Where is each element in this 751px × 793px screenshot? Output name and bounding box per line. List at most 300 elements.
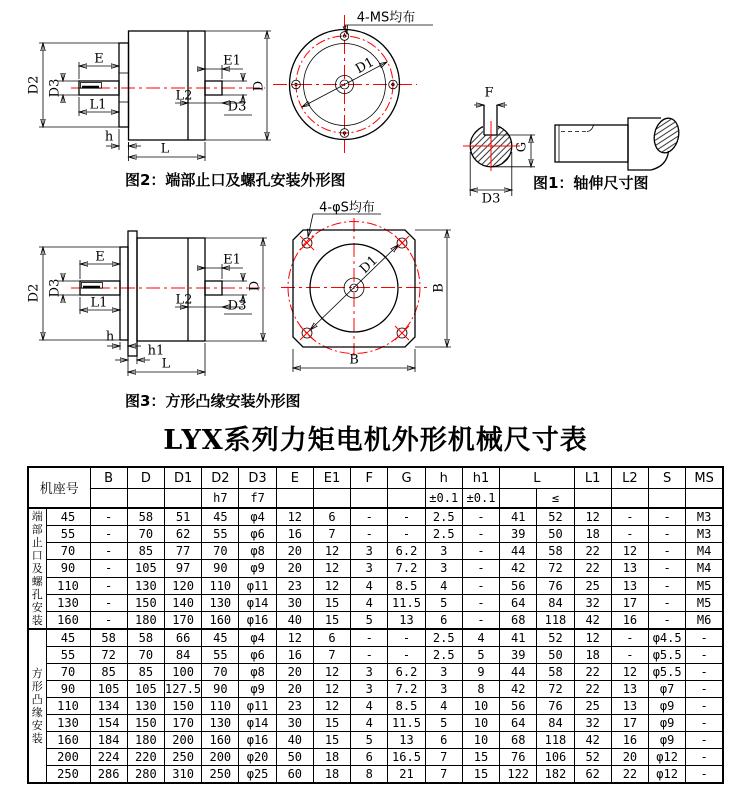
dimension-value-cell: - — [611, 629, 648, 647]
dimension-value-cell: 10 — [462, 732, 499, 749]
dimension-value-cell: 130 — [127, 577, 164, 594]
dimension-value-cell: - — [686, 732, 723, 749]
dimension-value-cell: - — [90, 594, 127, 611]
dimension-value-cell: 220 — [127, 749, 164, 766]
dimension-value-cell: φ20 — [239, 749, 276, 766]
dim-label-h: h — [105, 329, 115, 345]
dimension-value-cell: 20 — [276, 543, 313, 560]
dimension-value-cell: M5 — [686, 594, 723, 611]
dimension-value-cell: 9 — [462, 664, 499, 681]
dimension-value-cell: 130 — [127, 698, 164, 715]
shaft-side-view — [555, 116, 682, 170]
dimension-value-cell: 58 — [90, 629, 127, 647]
dimension-value-cell: φ14 — [239, 594, 276, 611]
frame-size-cell: 55 — [46, 647, 90, 664]
table-row — [28, 543, 723, 560]
dimension-value-cell: 105 — [127, 560, 164, 577]
dimension-value-cell: 15 — [313, 594, 350, 611]
dimension-value-cell: - — [90, 577, 127, 594]
dimension-value-cell: - — [611, 526, 648, 543]
dimension-value-cell: 11.5 — [388, 715, 425, 732]
col-header-D2: D2 — [202, 467, 239, 489]
dimension-value-cell: - — [388, 647, 425, 664]
dimension-value-cell: 20 — [276, 664, 313, 681]
dim-label-E: E — [95, 249, 105, 265]
dimension-value-cell: - — [686, 681, 723, 698]
dimension-value-cell: 3 — [351, 560, 388, 577]
dimension-value-cell: 6.2 — [388, 664, 425, 681]
dimension-value-cell: 56 — [500, 698, 537, 715]
dimension-value-cell: 4 — [351, 715, 388, 732]
dimension-value-cell: φ8 — [239, 543, 276, 560]
dimension-value-cell: 310 — [164, 766, 201, 784]
dimension-value-cell: 105 — [90, 681, 127, 698]
dimension-value-cell: 41 — [500, 629, 537, 647]
dimension-value-cell: 170 — [164, 715, 201, 732]
table-row — [28, 526, 723, 543]
dimension-value-cell: 41 — [500, 508, 537, 526]
col-header-L2: L2 — [611, 467, 648, 489]
dimension-value-cell: 180 — [127, 732, 164, 749]
dim-label-D1: D1 — [353, 54, 377, 78]
table-row — [28, 611, 723, 629]
dimension-value-cell: φ9 — [649, 698, 686, 715]
frame-size-cell: 45 — [46, 508, 90, 526]
page-title: LYX系列力矩电机外形机械尺寸表 — [163, 425, 588, 456]
dimension-value-cell: M4 — [686, 543, 723, 560]
dim-label-h: h — [104, 129, 114, 145]
sub-header-h7: h7 — [202, 489, 239, 509]
dimension-value-cell: 50 — [276, 749, 313, 766]
dimension-value-cell: 85 — [127, 664, 164, 681]
frame-size-cell: 200 — [46, 749, 90, 766]
motor-side-view — [39, 31, 271, 161]
dimension-value-cell: - — [90, 526, 127, 543]
dimension-value-cell: 58 — [537, 664, 574, 681]
dimension-value-cell: 12 — [313, 543, 350, 560]
dimension-value-cell: 12 — [313, 577, 350, 594]
frame-size-cell: 45 — [46, 629, 90, 647]
dimension-value-cell: 12 — [313, 681, 350, 698]
dimension-value-cell: 150 — [164, 698, 201, 715]
dimension-value-cell: 250 — [164, 749, 201, 766]
dim-label-D1: D1 — [357, 253, 381, 277]
sub-header — [351, 489, 388, 509]
dimension-value-cell: - — [462, 543, 499, 560]
round-end-face-view — [273, 15, 433, 153]
dimension-value-cell: 6 — [425, 611, 462, 629]
dimension-value-cell: - — [351, 526, 388, 543]
dimension-value-cell: 52 — [537, 629, 574, 647]
dimension-value-cell: 72 — [537, 560, 574, 577]
dimension-value-cell: 3 — [425, 681, 462, 698]
dimension-value-cell: 70 — [127, 526, 164, 543]
dimension-value-cell: - — [90, 611, 127, 629]
dimension-value-cell: 160 — [202, 611, 239, 629]
sub-header — [164, 489, 201, 509]
dimension-value-cell: - — [388, 526, 425, 543]
dimension-value-cell: 6 — [425, 732, 462, 749]
dimension-value-cell: 2.5 — [425, 508, 462, 526]
dimension-value-cell: 22 — [574, 543, 611, 560]
dimension-value-cell: 11.5 — [388, 594, 425, 611]
dimension-value-cell: 12 — [313, 664, 350, 681]
table-row — [28, 732, 723, 749]
dimension-value-cell: 70 — [202, 664, 239, 681]
dimension-value-cell: φ9 — [649, 732, 686, 749]
dimension-value-cell: 105 — [127, 681, 164, 698]
table-row — [28, 629, 723, 647]
mounting-group-label: 端部止口及螺孔安装 — [28, 508, 46, 629]
dimension-value-cell: 3 — [351, 681, 388, 698]
dimension-value-cell: 8.5 — [388, 577, 425, 594]
figure1-caption: 图1：轴伸尺寸图 — [533, 174, 649, 192]
dimension-value-cell: 8 — [462, 681, 499, 698]
sub-header — [686, 489, 723, 509]
corner-header: 机座号 — [28, 467, 90, 508]
dimension-value-cell: 4 — [425, 577, 462, 594]
table-row — [28, 508, 723, 526]
dimension-value-cell: 42 — [500, 560, 537, 577]
dim-label-D3: D3 — [481, 191, 501, 207]
dimension-value-cell: φ9 — [649, 715, 686, 732]
dimension-value-cell: 200 — [164, 732, 201, 749]
dim-label-L: L — [160, 141, 170, 157]
table-row — [28, 715, 723, 732]
dimension-value-cell: 18 — [574, 526, 611, 543]
dimension-value-cell: 22 — [611, 766, 648, 784]
dim-label-h1: h1 — [147, 343, 165, 359]
dimension-table — [27, 466, 724, 784]
dimension-value-cell: 140 — [164, 594, 201, 611]
dimension-value-cell: φ4.5 — [649, 629, 686, 647]
frame-size-cell: 110 — [46, 577, 90, 594]
dimension-value-cell: φ8 — [239, 664, 276, 681]
dimension-value-cell: 3 — [425, 664, 462, 681]
table-row — [28, 698, 723, 715]
table-row — [28, 766, 723, 784]
dimension-value-cell: M3 — [686, 526, 723, 543]
dimension-value-cell: 50 — [537, 526, 574, 543]
dimension-value-cell: 16 — [276, 526, 313, 543]
col-header-D: D — [127, 467, 164, 489]
dimension-value-cell: 16 — [611, 611, 648, 629]
dimension-value-cell: 39 — [500, 647, 537, 664]
dimension-value-cell: 4 — [351, 577, 388, 594]
sub-header — [313, 489, 350, 509]
dimension-value-cell: 7 — [425, 766, 462, 784]
dimension-value-cell: 22 — [574, 681, 611, 698]
dimension-value-cell: 6 — [351, 749, 388, 766]
figure3-caption: 图3：方形凸缘安装外形图 — [125, 392, 301, 410]
sub-header — [574, 489, 611, 509]
dimension-value-cell: 52 — [574, 749, 611, 766]
dimension-value-cell: 17 — [611, 715, 648, 732]
dimension-value-cell: - — [462, 560, 499, 577]
dimension-value-cell: 8.5 — [388, 698, 425, 715]
dimension-value-cell: φ11 — [239, 577, 276, 594]
dimension-value-cell: 6.2 — [388, 543, 425, 560]
dimension-value-cell: - — [649, 577, 686, 594]
dimension-value-cell: - — [462, 611, 499, 629]
dimension-value-cell: - — [611, 647, 648, 664]
dimension-value-cell: 7 — [313, 647, 350, 664]
figure2-caption: 图2：端部止口及螺孔安装外形图 — [125, 171, 346, 189]
dimension-value-cell: 12 — [313, 560, 350, 577]
dimension-value-cell: 3 — [425, 543, 462, 560]
dimension-value-cell: 18 — [313, 766, 350, 784]
dim-label-E: E — [94, 51, 104, 67]
dimension-value-cell: 150 — [127, 594, 164, 611]
dimension-value-cell: - — [90, 560, 127, 577]
dim-label-D: D — [251, 80, 267, 92]
dim-label-D3: D3 — [47, 78, 63, 98]
dimension-value-cell: M3 — [686, 508, 723, 526]
dimension-value-cell: 76 — [500, 749, 537, 766]
dimension-value-cell: 56 — [500, 577, 537, 594]
dimension-value-cell: 160 — [202, 732, 239, 749]
table-row — [28, 664, 723, 681]
sub-header — [500, 489, 537, 509]
dimension-value-cell: 10 — [462, 715, 499, 732]
dimension-value-cell: 170 — [164, 611, 201, 629]
dimension-value-cell: 62 — [164, 526, 201, 543]
dimension-value-cell: 4 — [351, 698, 388, 715]
dimension-value-cell: 70 — [202, 543, 239, 560]
dimension-value-cell: 20 — [276, 560, 313, 577]
figure2-end-spigot-drawing — [25, 3, 465, 167]
dimension-value-cell: 15 — [313, 732, 350, 749]
sub-header — [388, 489, 425, 509]
dimension-value-cell: 7 — [313, 526, 350, 543]
table-row — [28, 647, 723, 664]
sub-header — [611, 489, 648, 509]
dimension-value-cell: 32 — [574, 715, 611, 732]
dimension-value-cell: φ9 — [239, 560, 276, 577]
sub-header-h1-tol: ±0.1 — [462, 489, 499, 509]
dimension-value-cell: φ9 — [239, 681, 276, 698]
dimension-value-cell: 32 — [574, 594, 611, 611]
dimension-value-cell: 58 — [537, 543, 574, 560]
dimension-value-cell: - — [686, 664, 723, 681]
dimension-value-cell: - — [388, 508, 425, 526]
dimension-value-cell: φ6 — [239, 526, 276, 543]
frame-size-cell: 250 — [46, 766, 90, 784]
dim-label-F: F — [484, 85, 494, 101]
dimension-value-cell: 42 — [500, 681, 537, 698]
dimension-value-cell: 15 — [313, 611, 350, 629]
dimension-value-cell: 90 — [202, 681, 239, 698]
dimension-value-cell: 55 — [202, 526, 239, 543]
dimension-value-cell: - — [649, 560, 686, 577]
dimension-value-cell: 18 — [574, 647, 611, 664]
dimension-value-cell: φ6 — [239, 647, 276, 664]
dimension-value-cell: 40 — [276, 732, 313, 749]
dimension-value-cell: 22 — [574, 560, 611, 577]
dimension-value-cell: 30 — [276, 594, 313, 611]
dimension-value-cell: 120 — [164, 577, 201, 594]
frame-size-cell: 90 — [46, 560, 90, 577]
dimension-value-cell: - — [649, 526, 686, 543]
dim-label-D3-right: D3 — [227, 298, 247, 314]
dimension-value-cell: 184 — [90, 732, 127, 749]
dimension-value-cell: - — [649, 611, 686, 629]
dim-label-L1: L1 — [90, 295, 108, 311]
dimension-value-cell: 286 — [90, 766, 127, 784]
frame-size-cell: 160 — [46, 732, 90, 749]
col-header-D3: D3 — [239, 467, 276, 489]
dimension-value-cell: 4 — [462, 629, 499, 647]
dimension-value-cell: 150 — [127, 715, 164, 732]
dimension-value-cell: 58 — [127, 629, 164, 647]
dimension-value-cell: 70 — [127, 647, 164, 664]
dimension-value-cell: M4 — [686, 560, 723, 577]
col-header-F: F — [351, 467, 388, 489]
dimension-value-cell: 15 — [462, 749, 499, 766]
dimension-value-cell: - — [686, 647, 723, 664]
dimension-value-cell: - — [686, 766, 723, 784]
table-row — [28, 560, 723, 577]
figure3-square-flange-drawing — [25, 198, 465, 392]
frame-size-cell: 130 — [46, 715, 90, 732]
frame-size-cell: 70 — [46, 664, 90, 681]
dimension-value-cell: φ4 — [239, 508, 276, 526]
dimension-value-cell: 84 — [537, 715, 574, 732]
dimension-value-cell: 12 — [574, 508, 611, 526]
dimension-value-cell: 4 — [351, 594, 388, 611]
dimension-value-cell: 50 — [537, 647, 574, 664]
dimension-value-cell: φ14 — [239, 715, 276, 732]
dimension-value-cell: 25 — [574, 577, 611, 594]
dimension-value-cell: 3 — [351, 664, 388, 681]
sub-header-h-tol: ±0.1 — [425, 489, 462, 509]
sub-header-f7: f7 — [239, 489, 276, 509]
dimension-value-cell: 68 — [500, 611, 537, 629]
dimension-value-cell: - — [686, 698, 723, 715]
dimension-value-cell: φ11 — [239, 698, 276, 715]
col-header-E1: E1 — [313, 467, 350, 489]
dimension-value-cell: - — [649, 543, 686, 560]
dimension-value-cell: 250 — [202, 766, 239, 784]
dimension-value-cell: 127.5 — [165, 682, 202, 696]
dimension-value-cell: 7.2 — [388, 681, 425, 698]
dimension-value-cell: - — [462, 526, 499, 543]
sub-header — [127, 489, 164, 509]
dimension-value-cell: 77 — [164, 543, 201, 560]
dimension-value-cell: 224 — [90, 749, 127, 766]
dimension-value-cell: 110 — [202, 698, 239, 715]
dimension-value-cell: 62 — [574, 766, 611, 784]
dimension-value-cell: 44 — [500, 543, 537, 560]
dimension-value-cell: 8 — [351, 766, 388, 784]
dimension-value-cell: 182 — [537, 766, 574, 784]
dim-label-D3-right: D3 — [227, 99, 247, 115]
dimension-value-cell: 90 — [202, 560, 239, 577]
dim-label-D: D — [247, 280, 263, 292]
dimension-value-cell: - — [351, 508, 388, 526]
dimension-value-cell: 22 — [574, 664, 611, 681]
dimension-value-cell: 6 — [313, 508, 350, 526]
dimension-value-cell: - — [351, 647, 388, 664]
dimension-value-cell: φ16 — [239, 611, 276, 629]
dim-label-D2: D2 — [26, 283, 42, 303]
dimension-value-cell: 5 — [425, 715, 462, 732]
dimension-value-cell: 2.5 — [425, 526, 462, 543]
dimension-value-cell: 100 — [164, 664, 201, 681]
dimension-value-cell: 60 — [276, 766, 313, 784]
dimension-value-cell: 76 — [537, 577, 574, 594]
dimension-value-cell: 6 — [313, 629, 350, 647]
dimension-value-cell: M5 — [686, 577, 723, 594]
dimension-value-cell: 64 — [500, 594, 537, 611]
dimension-value-cell: 84 — [537, 594, 574, 611]
dim-label-G: G — [514, 141, 530, 153]
dimension-value-cell: 13 — [611, 577, 648, 594]
dimension-value-cell: 85 — [127, 543, 164, 560]
dimension-value-cell: φ16 — [239, 732, 276, 749]
dimension-value-cell: 72 — [90, 647, 127, 664]
annotation-4-phiS: 4-φS均布 — [319, 200, 375, 216]
dimension-value-cell: 5 — [425, 594, 462, 611]
col-header-E: E — [276, 467, 313, 489]
col-header-L1: L1 — [574, 467, 611, 489]
col-header-G: G — [388, 467, 425, 489]
dimension-value-cell: - — [90, 543, 127, 560]
dimension-value-cell: 16 — [611, 732, 648, 749]
sub-header — [276, 489, 313, 509]
dimension-value-cell: 21 — [388, 766, 425, 784]
sub-header-L-max: ≤ — [537, 489, 574, 509]
dimension-value-cell: - — [649, 508, 686, 526]
dimension-value-cell: 12 — [574, 629, 611, 647]
dimension-value-cell: 110 — [202, 577, 239, 594]
frame-size-cell: 130 — [46, 594, 90, 611]
dim-label-D2: D2 — [26, 75, 42, 95]
dimension-value-cell: 40 — [276, 611, 313, 629]
dimension-value-cell: - — [462, 508, 499, 526]
header-row-2 — [28, 489, 723, 509]
dimension-value-cell: 20 — [276, 681, 313, 698]
dimension-value-cell: 118 — [537, 732, 574, 749]
mounting-group-label: 方形凸缘安装 — [28, 629, 46, 783]
dimension-value-cell: 17 — [611, 594, 648, 611]
dimension-value-cell: 25 — [574, 698, 611, 715]
dimension-value-cell: 52 — [537, 508, 574, 526]
dimension-value-cell: 154 — [90, 715, 127, 732]
dimension-value-cell: 5 — [462, 647, 499, 664]
dimension-value-cell: 200 — [202, 749, 239, 766]
dimension-value-cell: - — [686, 749, 723, 766]
dimension-value-cell: 122 — [500, 766, 537, 784]
table-row — [28, 577, 723, 594]
dimension-value-cell: 12 — [276, 629, 313, 647]
header-row-1 — [28, 467, 723, 489]
col-header-MS: MS — [686, 467, 723, 489]
dimension-value-cell: - — [686, 629, 723, 647]
dimension-value-cell: φ7 — [649, 681, 686, 698]
dimension-value-cell: 13 — [388, 611, 425, 629]
dimension-value-cell: 130 — [202, 715, 239, 732]
dimension-value-cell: 18 — [313, 749, 350, 766]
dimension-value-cell: 13 — [611, 681, 648, 698]
dimension-value-cell: 39 — [500, 526, 537, 543]
dimension-value-cell: 12 — [313, 698, 350, 715]
dim-label-B-bottom: B — [349, 352, 359, 368]
dimension-value-cell: - — [388, 629, 425, 647]
dimension-value-cell: 55 — [202, 647, 239, 664]
dimension-value-cell: - — [90, 508, 127, 526]
dimension-value-cell: 16.5 — [388, 749, 425, 766]
